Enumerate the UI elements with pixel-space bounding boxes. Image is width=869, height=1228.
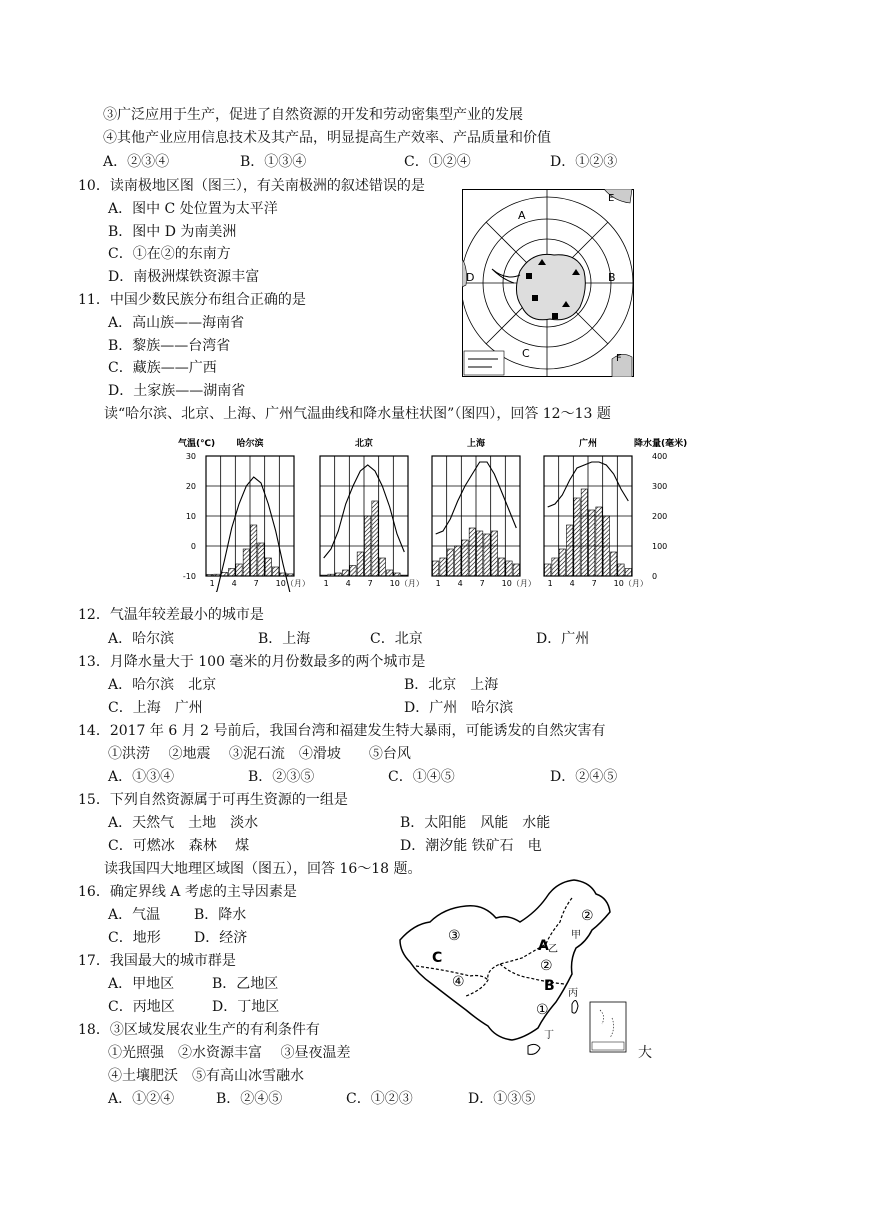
precip-bar bbox=[625, 569, 631, 577]
precip-tick-label: 300 bbox=[652, 482, 668, 491]
temp-tick-label: 20 bbox=[185, 482, 196, 491]
q14-choice-c: C．①④⑤ bbox=[388, 769, 455, 785]
q11-stem: 11．中国少数民族分布组合正确的是 bbox=[78, 292, 306, 308]
climate-panel-0 bbox=[206, 437, 310, 592]
precip-bar bbox=[455, 546, 461, 576]
climate-panel-2 bbox=[432, 437, 536, 588]
map-label-e: E bbox=[608, 193, 615, 204]
precip-bar bbox=[589, 510, 595, 576]
precip-bar bbox=[236, 564, 242, 576]
temp-tick-label: 30 bbox=[185, 452, 196, 461]
city-name: 哈尔滨 bbox=[236, 439, 264, 449]
q18-choice-d: D．①③⑤ bbox=[468, 1091, 536, 1107]
q15-choice-c: C．可燃冰 森林 煤 bbox=[108, 838, 250, 854]
q15-choice-d: D．潮汐能 铁矿石 电 bbox=[400, 838, 542, 854]
taiwan-island bbox=[572, 1000, 578, 1013]
q10-choice-a: A．图中 C 处位置为太平洋 bbox=[108, 201, 278, 217]
precip-bar bbox=[462, 540, 468, 576]
temp-tick-label: 10 bbox=[185, 512, 196, 521]
q18-choice-b: B．②④⑤ bbox=[216, 1091, 283, 1107]
region-2b-label: ② bbox=[540, 958, 553, 974]
region-ding-label: 丁 bbox=[544, 1030, 554, 1041]
region-1-label: ① bbox=[536, 1002, 549, 1018]
map-label-c: C bbox=[522, 347, 530, 360]
month-tick-label: 4 bbox=[231, 579, 237, 588]
q10-choice-b: B．图中 D 为南美洲 bbox=[108, 224, 237, 240]
q11-choice-c: C．藏族——广西 bbox=[108, 360, 217, 376]
q12-choice-c: C．北京 bbox=[370, 631, 423, 647]
q11-choice-b: B．黎族——台湾省 bbox=[108, 338, 231, 354]
intro-q16-18: 读我国四大地理区域图（图五），回答 16～18 题。 bbox=[104, 861, 422, 877]
precip-bar bbox=[229, 569, 235, 577]
precip-bar bbox=[484, 534, 490, 576]
precip-bar bbox=[357, 552, 363, 576]
month-tick-label: 1 bbox=[435, 579, 441, 588]
month-tick-label: 7 bbox=[367, 579, 373, 588]
q11-choice-a: A．高山族——海南省 bbox=[108, 315, 245, 331]
temp-tick-label: 0 bbox=[190, 542, 196, 551]
q13-stem: 13．月降水量大于 100 毫米的月份数最多的两个城市是 bbox=[78, 654, 426, 670]
precip-tick-label: 400 bbox=[652, 452, 668, 461]
region-4-label: ④ bbox=[452, 974, 465, 990]
month-tick-label: 4 bbox=[569, 579, 575, 588]
q18-choice-a: A．①②④ bbox=[108, 1091, 175, 1107]
q17-choice-a: A．甲地区 bbox=[108, 976, 175, 992]
option-4-text: ④其他产业应用信息技术及其产品，明显提高生产效率、产品质量和价值 bbox=[103, 130, 551, 146]
precip-bar bbox=[469, 528, 475, 576]
month-tick-label: 4 bbox=[345, 579, 351, 588]
map-label-f: F bbox=[616, 353, 622, 364]
precip-tick-label: 0 bbox=[652, 572, 658, 581]
q9-choice-a: A．②③④ bbox=[103, 154, 170, 170]
precip-bar bbox=[567, 525, 573, 576]
precip-bar bbox=[506, 561, 512, 576]
month-tick-label: 4 bbox=[457, 579, 463, 588]
q17-choice-c: C．丙地区 bbox=[108, 999, 175, 1015]
month-tick-label: 1 bbox=[323, 579, 329, 588]
month-tick-label: 1 bbox=[547, 579, 553, 588]
q15-choice-b: B．太阳能 风能 水能 bbox=[400, 815, 551, 831]
map-label-b: B bbox=[608, 271, 616, 284]
region-jia-label: 甲 bbox=[571, 930, 581, 941]
q14-choice-a: A．①③④ bbox=[108, 769, 175, 785]
hainan-island bbox=[528, 1044, 540, 1054]
precip-bar bbox=[618, 564, 624, 576]
map-label-d: D bbox=[466, 271, 475, 284]
q18-items-1: ①光照强 ②水资源丰富 ③昼夜温差 bbox=[108, 1045, 351, 1061]
precip-bar bbox=[596, 507, 602, 576]
region-yi-label: 乙 bbox=[548, 944, 558, 955]
precip-bar bbox=[552, 558, 558, 576]
q13-choice-d: D．广州 哈尔滨 bbox=[404, 700, 514, 716]
q16-stem: 16．确定界线 A 考虑的主导因素是 bbox=[78, 884, 297, 900]
precip-bar bbox=[372, 501, 378, 576]
q18-stem: 18．③区域发展农业生产的有利条件有 bbox=[78, 1022, 320, 1038]
month-tick-label: 7 bbox=[253, 579, 259, 588]
precip-bar bbox=[251, 525, 257, 576]
q16-choice-c: C．地形 bbox=[108, 930, 161, 946]
map-legend bbox=[464, 351, 504, 375]
q9-choice-b: B．①③④ bbox=[240, 154, 307, 170]
month-tick-label: 10（月） bbox=[501, 579, 536, 588]
map-label-a: A bbox=[518, 209, 526, 222]
city-name: 广州 bbox=[578, 439, 598, 449]
q14-stem: 14．2017 年 6 月 2 号前后，我国台湾和福建发生特大暴雨，可能诱发的自然灾害有 bbox=[78, 723, 606, 739]
boundary-c-label: C bbox=[432, 950, 443, 966]
precip-axis-label: 降水量(毫米) bbox=[634, 439, 688, 449]
precip-bar bbox=[477, 531, 483, 576]
month-tick-label: 7 bbox=[591, 579, 597, 588]
q16-choice-a: A．气温 bbox=[108, 907, 161, 923]
precip-bar bbox=[559, 549, 565, 576]
q18-choice-c: C．①②③ bbox=[346, 1091, 413, 1107]
station-icon bbox=[526, 273, 532, 279]
q13-choice-b: B．北京 上海 bbox=[404, 677, 499, 693]
q17-choice-d: D．丁地区 bbox=[212, 999, 280, 1015]
q13-choice-a: A．哈尔滨 北京 bbox=[108, 677, 217, 693]
precip-bar bbox=[491, 531, 497, 576]
q11-choice-d: D．土家族——湖南省 bbox=[108, 383, 246, 399]
climate-panel-3 bbox=[544, 437, 648, 588]
precip-bar bbox=[574, 498, 580, 576]
precip-bar bbox=[387, 570, 393, 576]
precip-bar bbox=[350, 566, 356, 577]
precip-tick-label: 200 bbox=[652, 512, 668, 521]
q17-stem: 17．我国最大的城市群是 bbox=[78, 953, 236, 969]
precip-bar bbox=[265, 558, 271, 576]
q12-choice-b: B．上海 bbox=[258, 631, 311, 647]
q12-choice-d: D．广州 bbox=[536, 631, 590, 647]
city-name: 北京 bbox=[354, 439, 374, 449]
precip-bar bbox=[243, 549, 249, 576]
station-icon bbox=[552, 313, 558, 319]
boundary-a-label: A bbox=[538, 938, 549, 954]
q15-choice-a: A．天然气 土地 淡水 bbox=[108, 815, 259, 831]
precip-bar bbox=[258, 543, 264, 576]
precip-bar bbox=[440, 558, 446, 576]
precip-bar bbox=[513, 564, 519, 576]
q9-choice-c: C．①②④ bbox=[404, 154, 471, 170]
q17-choice-b: B．乙地区 bbox=[212, 976, 279, 992]
intro-q12-13: 读“哈尔滨、北京、上海、广州气温曲线和降水量柱状图”（图四），回答 12～13 题 bbox=[104, 406, 611, 422]
month-tick-label: 10（月） bbox=[613, 579, 648, 588]
month-tick-label: 7 bbox=[479, 579, 485, 588]
q10-choice-d: D．南极洲煤铁资源丰富 bbox=[108, 269, 260, 285]
precip-bar bbox=[499, 558, 505, 576]
q14-choice-b: B．②③⑤ bbox=[248, 769, 315, 785]
precip-tick-label: 100 bbox=[652, 542, 668, 551]
q18-items-trail: 大 bbox=[638, 1045, 652, 1061]
city-name: 上海 bbox=[466, 439, 486, 449]
month-tick-label: 1 bbox=[209, 579, 215, 588]
precip-bar bbox=[379, 558, 385, 576]
region-3-label: ③ bbox=[448, 928, 461, 944]
station-icon bbox=[532, 295, 538, 301]
antarctica-map bbox=[462, 189, 634, 377]
q9-choice-d: D．①②③ bbox=[550, 154, 618, 170]
month-tick-label: 10（月） bbox=[389, 579, 424, 588]
precip-bar bbox=[433, 561, 439, 576]
q12-stem: 12．气温年较差最小的城市是 bbox=[78, 607, 264, 623]
precip-bar bbox=[545, 564, 551, 576]
region-bing-label: 丙 bbox=[568, 988, 578, 999]
precip-bar bbox=[273, 567, 279, 576]
q10-stem: 10．读南极地区图（图三），有关南极洲的叙述错误的是 bbox=[78, 178, 425, 194]
q16-choice-d: D．经济 bbox=[194, 930, 248, 946]
precip-bar bbox=[611, 552, 617, 576]
boundary-b-label: B bbox=[544, 978, 555, 994]
precip-bar bbox=[343, 570, 349, 576]
q16-choice-b: B．降水 bbox=[194, 907, 247, 923]
region-2-label: ② bbox=[581, 908, 594, 924]
month-tick-label: 10（月） bbox=[275, 579, 310, 588]
option-3-text: ③广泛应用于生产，促进了自然资源的开发和劳动密集型产业的发展 bbox=[103, 107, 523, 123]
q10-choice-c: C．①在②的东南方 bbox=[108, 246, 231, 262]
q18-items-2: ④土壤肥沃 ⑤有高山冰雪融水 bbox=[108, 1068, 304, 1084]
q13-choice-c: C．上海 广州 bbox=[108, 700, 203, 716]
q14-items: ①洪涝 ②地震 ③泥石流 ④滑坡 ⑤台风 bbox=[108, 746, 411, 762]
china-regions-map bbox=[396, 878, 636, 1062]
q12-choice-a: A．哈尔滨 bbox=[108, 631, 175, 647]
climate-panel-1 bbox=[320, 437, 424, 588]
temp-tick-label: -10 bbox=[182, 572, 196, 581]
q15-stem: 15．下列自然资源属于可再生资源的一组是 bbox=[78, 792, 348, 808]
q14-choice-d: D．②④⑤ bbox=[550, 769, 618, 785]
precip-bar bbox=[581, 489, 587, 576]
climate-charts bbox=[176, 432, 696, 592]
precip-bar bbox=[447, 549, 453, 576]
temp-axis-label: 气温(℃) bbox=[178, 439, 216, 449]
